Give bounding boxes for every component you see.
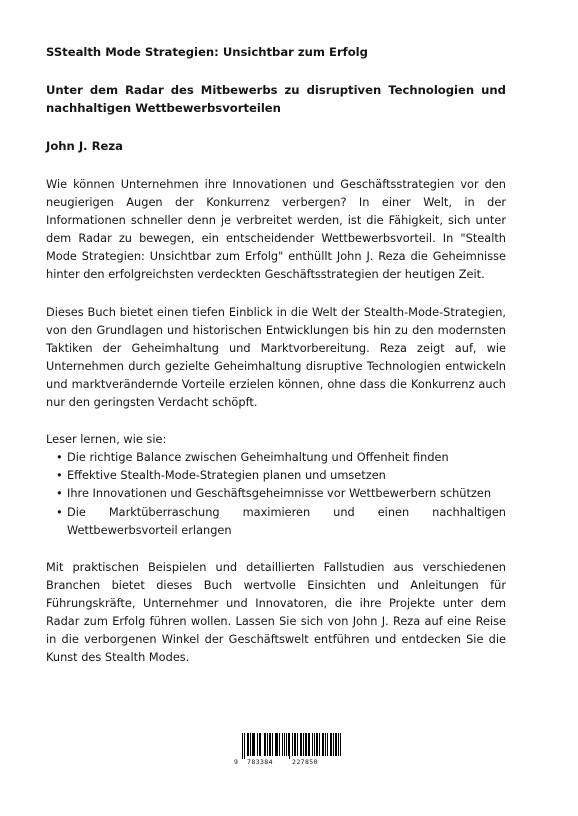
barcode-bar [267,733,268,756]
barcode-bar [308,733,309,756]
barcode-bar [284,733,285,756]
barcode-bar [288,733,289,756]
paragraph-list-intro: Leser lernen, wie sie: [46,432,167,447]
book-title: SStealth Mode Strategien: Unsichtbar zum Erfolg [46,45,368,59]
barcode-bar [294,733,295,756]
barcode-bar [333,733,334,756]
barcode-bar [275,733,276,756]
barcode-bar [301,733,302,756]
barcode-bar [282,733,283,756]
barcode-bar [272,733,273,756]
barcode-bar [254,733,255,756]
list-item-text: Die richtige Balance zwischen Geheimhaltung und Offenheit finden [67,450,449,465]
bullet-icon: • [56,450,63,465]
list-item [46,484,506,502]
barcode-bar [250,733,251,756]
barcode-bar [279,733,280,756]
barcode-bar [242,733,243,759]
barcode-bar [286,733,287,756]
bullet-icon: • [56,468,63,483]
barcode-bar [252,733,253,756]
barcode-bar [300,733,301,756]
barcode-bar [316,733,317,756]
barcode-bar [335,733,336,756]
paragraph-intro: Wie können Unternehmen ihre Innovationen und Geschäftsstrategien vor den neugierigen Augen der Konkurrenz verbergen? In einer Welt, in der Informationen schneller denn je verbreitet werden, ist die Fähigkeit, sich unter dem Radar zu bewegen, ein entscheidender Wettbewerbsvorteil. In "Stealth Mode Strategien: Unsichtbar zum Erfolg" enthüllt John J. Reza die Geheimnisse hinter den erfolgreichsten verdeckten Geschäftsstrategien der heutigen Zeit. [46,177,506,282]
bullet-list [46,448,506,538]
barcode-bar [303,733,304,756]
bullet-icon: • [56,486,63,501]
barcode-bar [305,733,306,756]
list-item [46,466,506,484]
back-cover-text [46,44,506,666]
barcode-bar [244,733,245,759]
barcode-bar [253,733,254,756]
barcode-bar [265,733,266,756]
barcode-bar [323,733,324,756]
barcode-digit-first: 9 [234,758,238,766]
barcode-bar [327,733,328,756]
barcode-bar [322,733,323,756]
barcode-bar [309,733,310,756]
paragraph-overview: Dieses Buch bietet einen tiefen Einblick in die Welt der Stealth-Mode-Strategien, von den Grundlagen und historischen Entwicklungen bis hin zu den modernsten Taktiken der Geheimhaltung und Marktvorbereitung. Reza zeigt auf, wie Unternehmen durch gezielte Geheimhaltung disruptive Technologien entwickeln und marktverändernde Vorteile erzielen können, ohne dass die Konkurrenz auch nur den geringsten Verdacht schöpft. [46,304,506,410]
barcode-bar [270,733,271,756]
list-item [46,503,506,539]
barcode-bar [325,733,326,756]
barcode-bar [257,733,258,756]
barcode-digits [234,758,346,768]
barcode-bar [269,733,270,756]
list-item-text: Effektive Stealth-Mode-Strategien planen und umsetzen [67,468,386,483]
barcode-bar [247,733,248,756]
barcode-bar [317,733,318,756]
barcode-bar [259,733,260,756]
list-item-text: Die Marktüberraschung maximieren und einen nachhaltigen Wettbewerbsvorteil erlangen [67,504,506,537]
barcode-bar [248,733,249,756]
list-item-text: Ihre Innovationen und Geschäftsgeheimnisse vor Wettbewerbern schützen [67,486,492,501]
book-author: John J. Reza [46,139,123,153]
bullet-icon: • [56,504,63,519]
barcode-bar [306,733,307,756]
barcode-bar [340,733,341,756]
barcode-bar [319,733,320,756]
list-item [46,448,506,466]
barcode-bar [314,733,315,756]
barcode-bar [297,733,298,756]
book-subtitle: Unter dem Radar des Mitbewerbs zu disruptiven Technologien und nachhaltigen Wettbewerbsvorteilen [46,83,506,115]
barcode-digits-right: 227850 [292,758,318,766]
barcode-bars-icon [234,733,346,759]
barcode-digits-left: 783384 [247,758,273,766]
paragraph-closing: Mit praktischen Beispielen und detaillierten Fallstudien aus verschiedenen Branchen bietet dieses Buch wertvolle Einsichten und Anleitungen für Führungskräfte, Unternehmer und Innovatoren, die ihre Projekte unter dem Radar zum Erfolg führen wollen. Lassen Sie sich von John J. Reza auf eine Reise in die verborgenen Winkel der Geschäftswelt entführen und entdecken Sie die Kunst des Stealth Modes. [46,559,506,665]
barcode-bar [292,733,293,756]
isbn-barcode [234,733,346,767]
barcode-bar [276,733,277,756]
barcode-bar [312,733,313,756]
barcode-bar [289,733,290,759]
barcode-bar [295,733,296,756]
barcode-bar [331,733,332,756]
barcode-bar [336,733,337,756]
barcode-bar [260,733,261,756]
barcode-bar [338,733,339,756]
barcode-bar [277,733,278,756]
barcode-bar [264,733,265,756]
barcode-bar [330,733,331,756]
